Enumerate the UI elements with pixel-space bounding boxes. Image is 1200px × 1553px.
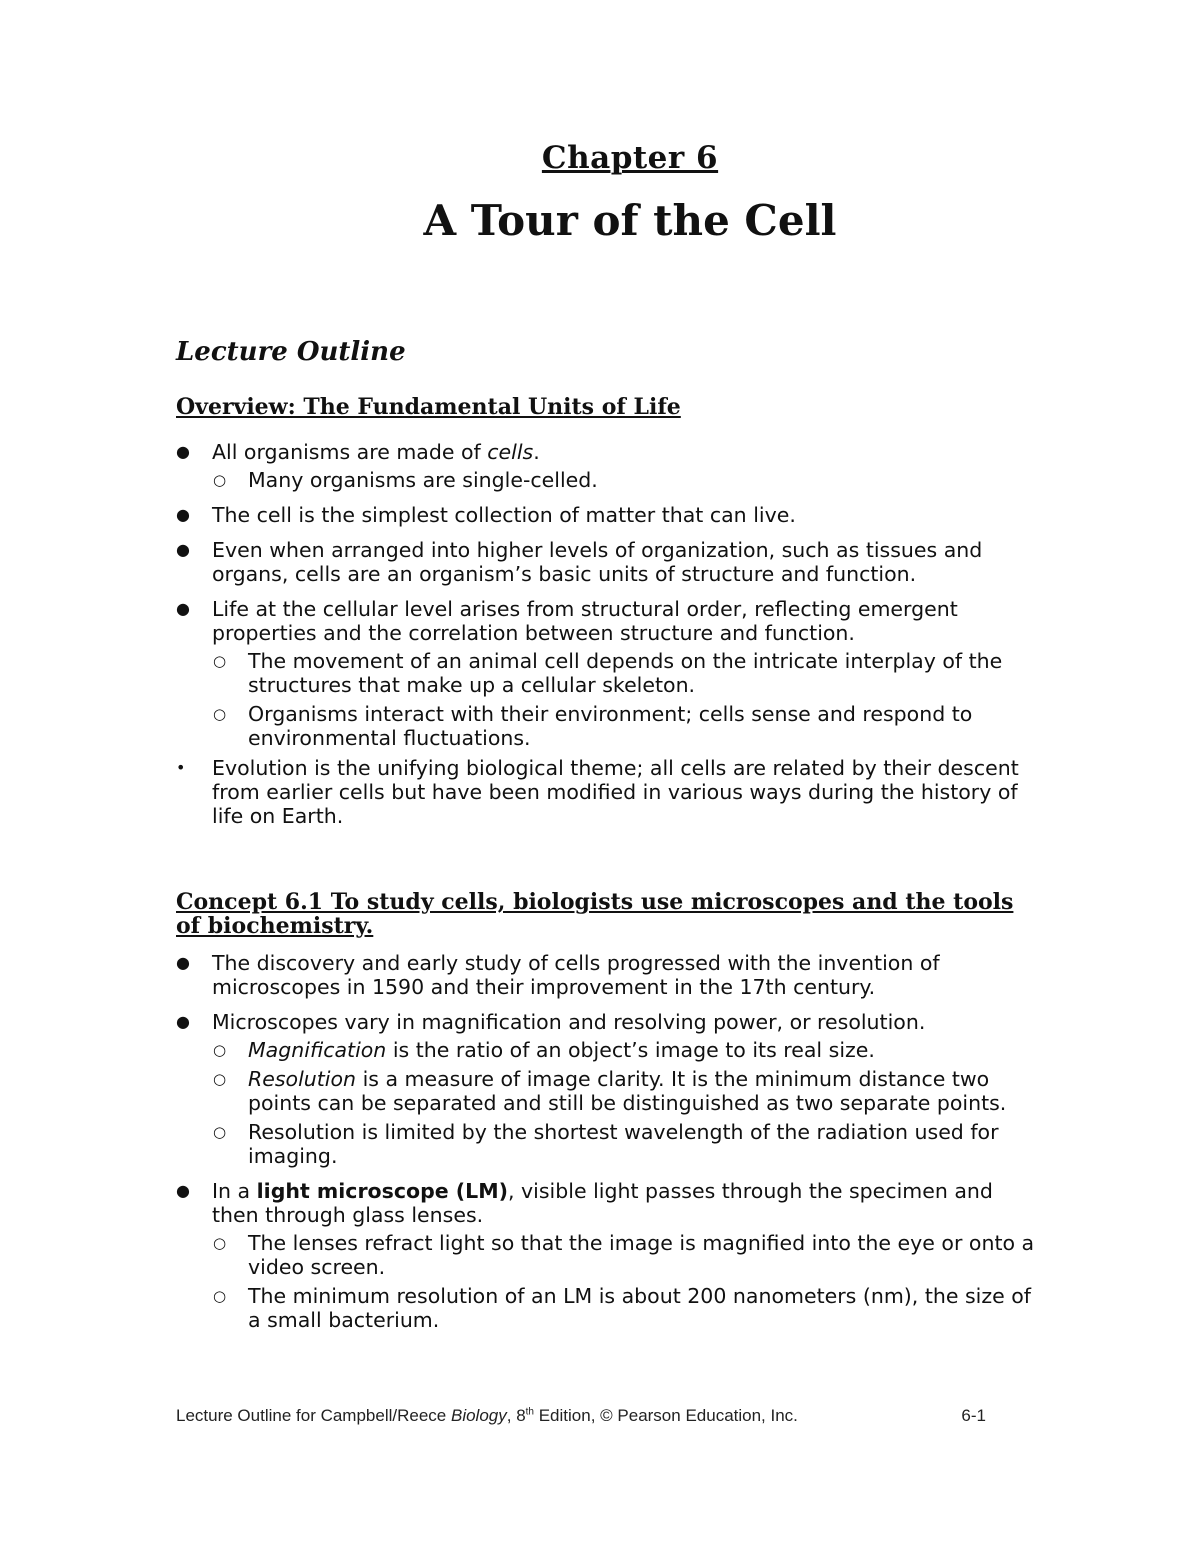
list-item: ● In a light microscope (LM), visible light passes through the specimen and then through glass lenses. ○ The lenses refract light so that the image is magnified into the eye or onto a video screen. ○ The minimum resolution of an LM is about 200 nanometers (nm), the size of a small bacterium. xyxy=(176,1179,1035,1332)
term-magnification: Magnification xyxy=(248,1038,387,1062)
list-item: • Evolution is the unifying biological theme; all cells are related by their descent from earlier cells but have been modified in various ways during the history of life on Earth. xyxy=(176,756,1019,828)
bullet-icon: ● xyxy=(176,953,190,972)
circle-bullet-icon: ○ xyxy=(213,1123,227,1141)
circle-bullet-icon: ○ xyxy=(213,1234,227,1252)
bullet-icon: • xyxy=(176,758,186,777)
list-item: ● Even when arranged into higher levels of organization, such as tissues and organs, cells are an organism’s basic units of structure and function. xyxy=(176,538,983,586)
bullet-icon: ● xyxy=(176,599,190,618)
bullet-icon: ● xyxy=(176,505,190,524)
bullet-icon: ● xyxy=(176,442,190,461)
bullet-icon: ● xyxy=(176,540,190,559)
list-item: ● The discovery and early study of cells progressed with the invention of microscopes in 1590 and their improvement in the 17th century. xyxy=(176,951,940,999)
chapter-label: Chapter 6 xyxy=(541,140,719,176)
list-item: ● All organisms are made of cells. ○ Many organisms are single-celled. xyxy=(176,440,1036,492)
bullet-icon: ● xyxy=(176,1181,190,1200)
overview-heading: Overview: The Fundamental Units of Life xyxy=(176,394,681,420)
page-number: 6-1 xyxy=(961,1406,986,1425)
chapter-title: A Tour of the Cell xyxy=(423,196,837,245)
term-cells: cells xyxy=(487,440,534,464)
bullet-icon: ● xyxy=(176,1012,190,1031)
sub-list-item: ○ The lenses refract light so that the image is magnified into the eye or onto a video screen. xyxy=(213,1231,1035,1279)
book-title: Biology xyxy=(450,1406,507,1425)
list-item: ● Microscopes vary in magnification and resolving power, or resolution. ○ Magnification is the ratio of an object’s image to its real size. ○ Resolution is a measure of image clarity. It is the minimum distance two points can be separated and still be distinguished as two separate points. ○ Resolution is limited by the shortest wavelength of the radiation used for imaging. xyxy=(176,1010,1036,1168)
term-light-microscope: light microscope (LM) xyxy=(256,1179,508,1203)
concept-heading: Concept 6.1 To study cells, biologists use microscopes and the tools of biochemistry. xyxy=(176,889,1014,939)
sub-list-item: ○ Resolution is limited by the shortest wavelength of the radiation used for imaging. xyxy=(213,1120,999,1168)
sub-list-item: ○ The minimum resolution of an LM is about 200 nanometers (nm), the size of a small bacterium. xyxy=(213,1284,1032,1332)
outline-heading: Lecture Outline xyxy=(176,337,406,367)
overview-list xyxy=(176,440,1036,828)
circle-bullet-icon: ○ xyxy=(213,652,227,670)
list-item: ● The cell is the simplest collection of matter that can live. xyxy=(176,503,796,527)
sub-list-item: ○ Organisms interact with their environment; cells sense and respond to environmental fluctuations. xyxy=(213,702,973,750)
sub-list-item: ○ Many organisms are single-celled. xyxy=(213,468,598,492)
circle-bullet-icon: ○ xyxy=(213,1070,227,1088)
page-footer: Lecture Outline for Campbell/Reece Biology, 8th Edition, © Pearson Education, Inc. 6-1 xyxy=(176,1406,986,1425)
circle-bullet-icon: ○ xyxy=(213,705,227,723)
concept-list xyxy=(176,951,1036,1332)
circle-bullet-icon: ○ xyxy=(213,471,227,489)
circle-bullet-icon: ○ xyxy=(213,1287,227,1305)
term-resolution: Resolution xyxy=(248,1067,357,1091)
sub-list-item: ○ Resolution is a measure of image clarity. It is the minimum distance two points can be separated and still be distinguished as two separate points. xyxy=(213,1067,1007,1115)
sub-list-item: ○ Magnification is the ratio of an object’s image to its real size. xyxy=(213,1038,875,1062)
sub-list-item: ○ The movement of an animal cell depends on the intricate interplay of the structures that make up a cellular skeleton. xyxy=(213,649,1003,697)
document-page xyxy=(176,140,1036,1332)
circle-bullet-icon: ○ xyxy=(213,1041,227,1059)
list-item: ● Life at the cellular level arises from structural order, reflecting emergent properties and the correlation between structure and function. ○ The movement of an animal cell depends on the intricate interplay of the structures that make up a cellular skeleton. ○ Organisms interact with their environment; cells sense and respond to environmental fluctuations. xyxy=(176,597,1036,750)
